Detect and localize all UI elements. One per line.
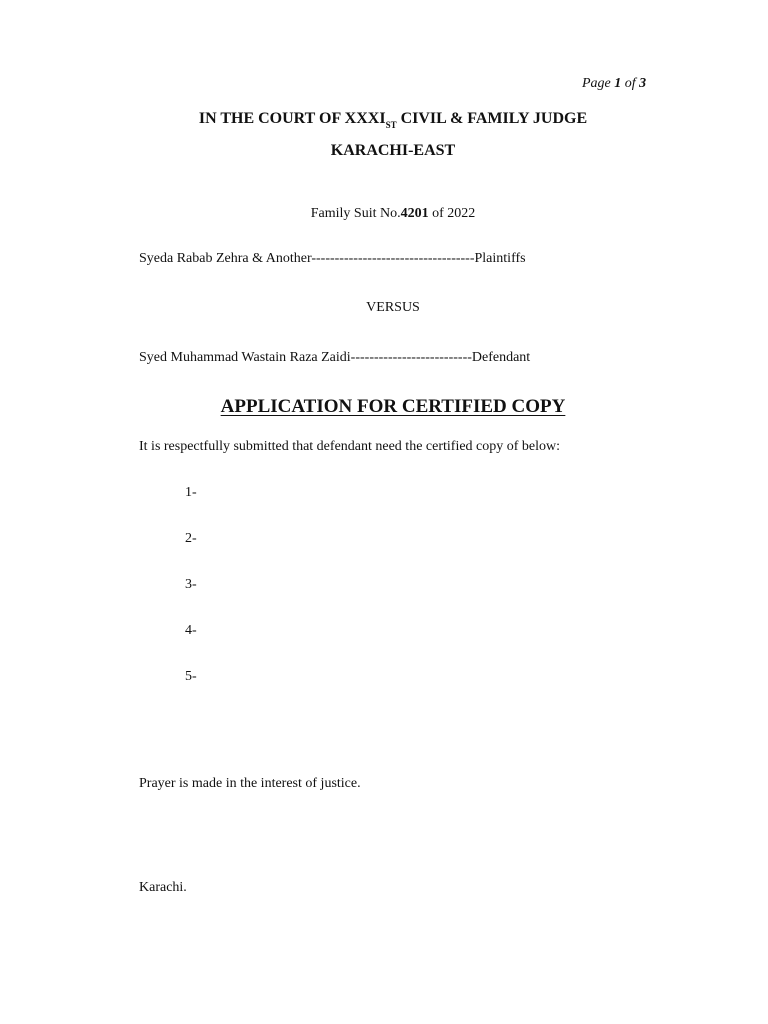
court-title-ordinal: ST	[385, 120, 397, 130]
page-current: 1	[614, 76, 622, 91]
list-item-1: 1-	[185, 485, 197, 500]
application-intro: It is respectfully submitted that defendant need the certified copy of below:	[139, 439, 561, 454]
page-number	[582, 76, 646, 92]
list-item-5: 5-	[185, 669, 197, 684]
defendant-line: Syed Muhammad Wastain Raza Zaidi--------------------------Defendant	[139, 350, 531, 365]
application-heading: APPLICATION FOR CERTIFIED COPY	[220, 396, 566, 417]
court-title-prefix: IN THE COURT OF XXXI	[198, 110, 386, 127]
list-item-2: 2-	[185, 531, 197, 546]
court-title-suffix: CIVIL & FAMILY JUDGE	[396, 110, 588, 127]
suit-year: of 2022	[428, 206, 476, 221]
list-item-3: 3-	[185, 577, 197, 592]
suit-number-value: 4201	[400, 206, 429, 221]
page-of: of	[621, 76, 640, 91]
page-total: 3	[639, 76, 647, 91]
prayer-text: Prayer is made in the interest of justice.	[139, 776, 361, 791]
place-text: Karachi.	[139, 880, 187, 895]
court-location: KARACHI-EAST	[330, 142, 456, 159]
suit-label: Family Suit No.	[310, 206, 401, 221]
plaintiffs-line: Syeda Rabab Zehra & Another-----------------------------------Plaintiffs	[139, 251, 526, 266]
page-label: Page	[582, 76, 615, 91]
versus-label: VERSUS	[366, 300, 420, 315]
court-title	[0, 110, 768, 128]
suit-number	[0, 206, 768, 222]
list-item-4: 4-	[185, 623, 197, 638]
